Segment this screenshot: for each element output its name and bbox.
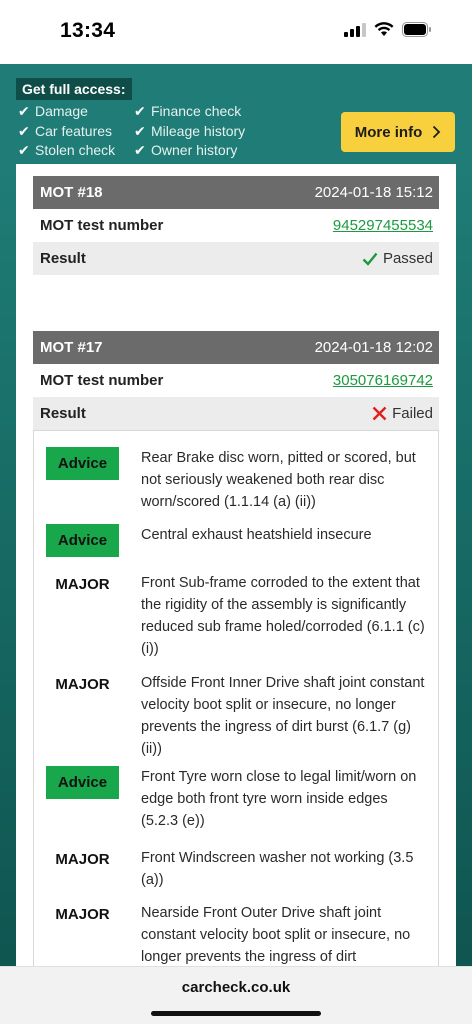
mot-header [33,331,439,364]
result-text: Failed [392,405,433,422]
mot-result-row [33,397,439,430]
feature-item: ✔ Finance check [134,103,242,119]
defect-description: Front Tyre worn close to legal limit/worn on edge both front tyre worn inside edges (5.2.3 (e)) [141,769,417,829]
mot-test-number-link[interactable]: 945297455534 [332,217,433,234]
mot-number: MOT #18 [40,184,103,201]
check-icon: ✔ [18,103,30,119]
banner-title: Get full access: [16,78,132,100]
check-icon: ✔ [134,142,146,158]
mot-test-number-link[interactable]: 305076169742 [332,372,433,389]
wifi-icon [374,22,394,37]
page-background-right [456,164,472,966]
major-badge: MAJOR [55,906,110,923]
major-badge: MAJOR [55,851,110,868]
major-badge: MAJOR [55,676,110,693]
mot-result-row [33,242,439,275]
more-info-label: More info [354,123,423,141]
defect-description: Front Windscreen washer not working (3.5 (a)) [141,850,414,888]
chevron-right-icon [432,125,441,139]
status-bar [0,0,472,64]
mot-test-number-row [33,364,439,397]
result-passed [362,250,433,267]
check-icon [362,252,378,266]
status-icons [344,22,432,37]
more-info-button[interactable] [341,112,455,152]
feature-item: ✔ Mileage history [134,123,246,139]
result-failed [372,405,433,422]
mot-header [33,176,439,209]
mot-test-number-label: MOT test number [40,217,164,234]
feature-item: ✔ Stolen check [18,142,116,158]
feature-item: ✔ Car features [18,123,113,139]
mot-history-card [16,164,456,966]
defect-description: Front Sub-frame corroded to the extent that the rigidity of the assembly is significantly reduced sub frame holed/corroded (6.1.1 (c) (i)) [141,575,425,657]
url-text[interactable]: carcheck.co.uk [181,979,291,996]
advice-badge: Advice [46,766,119,799]
advice-badge: Advice [46,524,119,557]
browser-address-bar[interactable] [0,966,472,1024]
mot-test-number-row [33,209,439,242]
advice-badge: Advice [46,447,119,480]
battery-icon [402,22,432,37]
feature-item: ✔ Owner history [134,142,238,158]
home-indicator[interactable] [151,1011,321,1016]
mot-test-number-label: MOT test number [40,372,164,389]
check-icon: ✔ [134,103,146,119]
mot-result-label: Result [40,405,86,422]
mot-number: MOT #17 [40,339,103,356]
defect-description: Central exhaust heatshield insecure [141,527,372,543]
check-icon: ✔ [18,142,30,158]
defect-description: Rear Brake disc worn, pitted or scored, but not seriously weakened both rear disc worn/scored (1.1.14 (a) (ii)) [141,450,416,510]
defect-description: Nearside Front Outer Drive shaft joint constant velocity boot split or insecure, no longer prevents the ingress of dirt [141,905,411,965]
mot-date: 2024-01-18 15:12 [314,184,433,201]
defects-list [33,430,439,966]
feature-item: ✔ Damage [18,103,88,119]
result-text: Passed [382,250,433,267]
status-time: 13:34 [60,19,116,42]
mot-result-label: Result [40,250,86,267]
check-icon: ✔ [134,123,146,139]
mot-record [33,176,439,275]
mot-record [33,331,439,430]
page-background-left [0,164,16,966]
check-icon: ✔ [18,123,30,139]
major-badge: MAJOR [55,576,110,593]
mot-date: 2024-01-18 12:02 [314,339,433,356]
defect-description: Offside Front Inner Drive shaft joint constant velocity boot split or insecure, no longer prevents the ingress of dirt burst (6.1.7 (g) (ii)) [141,675,425,757]
cross-icon [372,406,387,421]
signal-icon [344,23,366,37]
